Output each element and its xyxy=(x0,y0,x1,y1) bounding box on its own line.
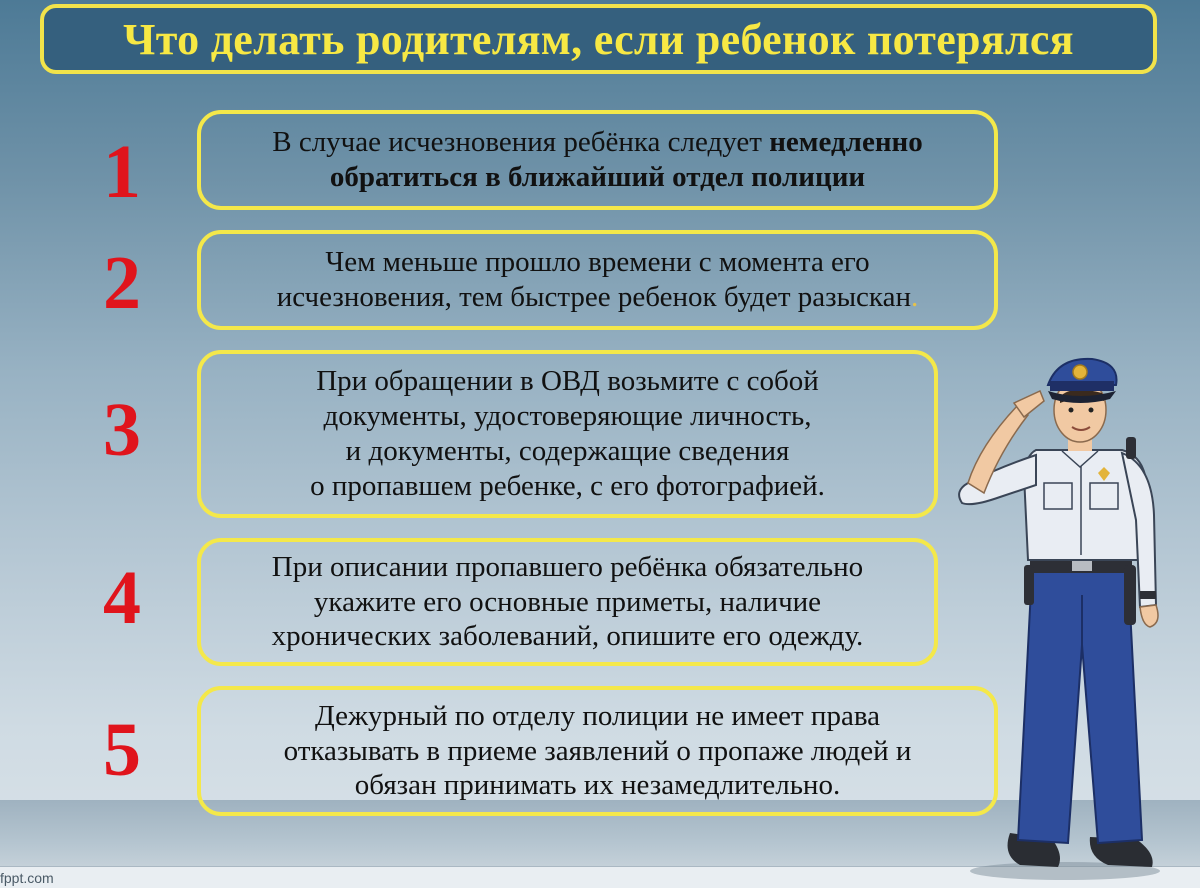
step-text-3 xyxy=(310,364,825,503)
page-title: Что делать родителям, если ребенок потерялся xyxy=(123,14,1074,64)
step-text-2 xyxy=(277,245,918,315)
step-text-1-plain: В случае исчезновения ребёнка следует xyxy=(272,126,770,159)
step-text-1-bold-a: немедленно xyxy=(769,126,923,159)
watermark: fppt.com xyxy=(0,870,54,886)
step-text-1-bold-b: обратиться в ближайший отдел полиции xyxy=(329,161,866,193)
step-text-4-line2: укажите его основные приметы, наличие xyxy=(313,585,822,618)
step-text-5 xyxy=(284,699,912,803)
step-text-3-line3: и документы, содержащие сведения xyxy=(345,435,790,467)
step-card-3 xyxy=(197,350,938,518)
saluting-police-officer-icon xyxy=(940,355,1190,885)
step-text-4-line1: При описании пропавшего ребёнка обязательно xyxy=(271,550,864,583)
step-text-2-line2: исчезновения, тем быстрее ребенок будет разыскан xyxy=(276,281,911,313)
step-number-4: 4 xyxy=(103,556,141,640)
step-card-4 xyxy=(197,538,938,666)
step-text-5-line1: Дежурный по отделу полиции не имеет права xyxy=(314,699,881,732)
step-text-3-line2: документы, удостоверяющие личность, xyxy=(323,400,812,433)
step-number-5: 5 xyxy=(103,708,141,792)
step-text-3-line1: При обращении в ОВД возьмите с собой xyxy=(316,365,819,398)
step-text-2-line1: Чем меньше прошло времени с момента его xyxy=(325,246,870,279)
step-number-3: 3 xyxy=(103,388,141,472)
step-text-3-line4: о пропавшем ребенке, с его фотографией. xyxy=(310,469,825,502)
step-text-5-line2: отказывать в приеме заявлений о пропаже людей и xyxy=(283,734,912,767)
step-card-1 xyxy=(197,110,998,210)
step-text-1 xyxy=(272,125,923,195)
step-card-2 xyxy=(197,230,998,330)
step-text-2-end: . xyxy=(910,281,919,313)
step-text-5-line3: обязан принимать их незамедлительно. xyxy=(354,769,841,802)
step-number-1: 1 xyxy=(103,130,141,214)
step-number-2: 2 xyxy=(103,241,141,325)
step-text-4-line3: хронических заболеваний, опишите его одежду. xyxy=(271,620,864,653)
step-text-4 xyxy=(272,550,864,654)
step-card-5 xyxy=(197,686,998,816)
title-banner xyxy=(40,4,1157,74)
